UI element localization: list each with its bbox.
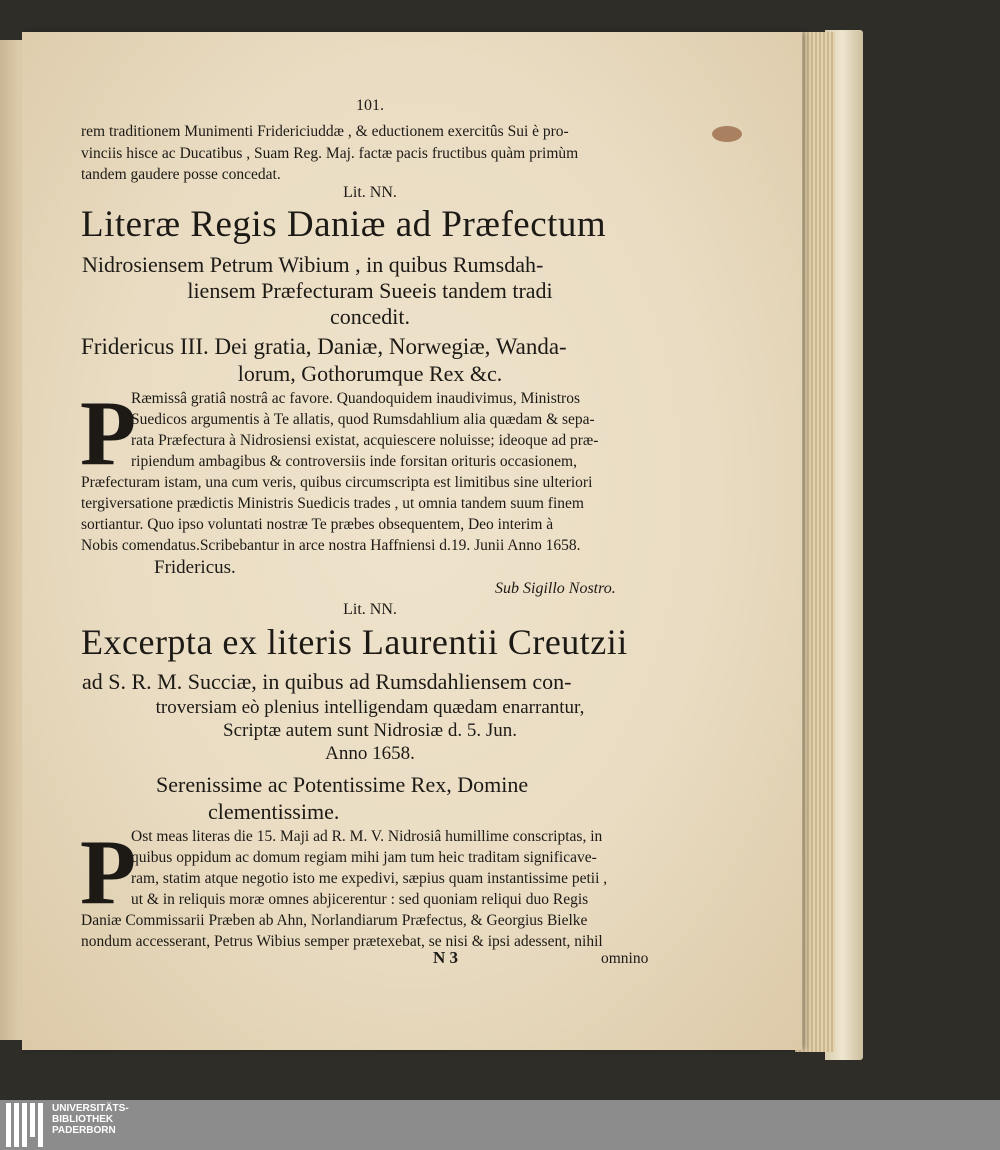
letter-heading-line: Anno 1658.: [325, 743, 415, 764]
body-line: tergiversatione prædictis Ministris Suedicis trades , ut omnia tandem suum finem: [81, 495, 584, 512]
letter-reference: Lit. NN.: [343, 184, 397, 201]
intro-line: vinciis hisce ac Ducatibus , Suam Reg. Maj. factæ pacis fructibus quàm primùm: [81, 145, 579, 162]
body-line: Suedicos argumentis à Te allatis, quod Rumsdahlium alia quædam & sepa-: [131, 411, 595, 428]
signature-mark: N 3: [433, 948, 459, 967]
letter-salutation: clementissime.: [208, 799, 340, 824]
letter-heading-line: Scriptæ autem sunt Nidrosiæ d. 5. Jun.: [223, 720, 517, 741]
body-line: nondum accesserant, Petrus Wibius semper prætexebat, se nisi & ipsi adessent, nihil: [81, 933, 603, 950]
library-name-line: PADERBORN: [52, 1125, 116, 1136]
intro-line: tandem gaudere posse concedat.: [81, 166, 281, 183]
signature: Fridericus.: [154, 557, 236, 578]
page-number: 101.: [356, 97, 384, 114]
library-name-line: UNIVERSITÄTS-: [52, 1103, 129, 1114]
letter-heading-line: troversiam eò plenius intelligendam quædam enarrantur,: [155, 697, 585, 718]
letter-heading-line: ad S. R. M. Succiæ, in quibus ad Rumsdahliensem con-: [82, 669, 572, 694]
letter-heading-line: liensem Præfecturam Sueeis tandem tradi: [187, 278, 553, 303]
letter-heading-line: Nidrosiensem Petrum Wibium , in quibus Rumsdah-: [82, 252, 544, 277]
body-line: ut & in reliquis moræ omnes abjicerentur : sed quoniam reliqui duo Regis: [131, 891, 589, 908]
letter-salutation: Fridericus III. Dei gratia, Daniæ, Norwegiæ, Wanda-: [81, 334, 567, 359]
body-line: Ost meas literas die 15. Maji ad R. M. V. Nidrosiâ humillime conscriptas, in: [131, 828, 603, 845]
body-line: ram, statim atque negotio isto me expedivi, sæpius quam instantissime petii ,: [131, 870, 608, 887]
library-logo-icon: [6, 1103, 44, 1147]
letter-reference: Lit. NN.: [343, 601, 397, 618]
drop-cap: P: [80, 382, 137, 484]
paper-stain: [712, 126, 742, 142]
body-line: Ræmissâ gratiâ nostrâ ac favore. Quandoquidem inaudivimus, Ministros: [131, 390, 580, 407]
body-line: ripiendum ambagibus & controversiis inde forsitan orituris occasionem,: [131, 453, 577, 470]
library-footer-bar: [0, 1100, 1000, 1150]
seal-note: Sub Sigillo Nostro.: [495, 580, 616, 597]
library-name-line: BIBLIOTHEK: [52, 1114, 114, 1125]
body-line: rata Præfectura à Nidrosiensi existat, acquiescere noluisse; ideoque ad præ-: [131, 432, 599, 449]
body-line: sortiantur. Quo ipso voluntati nostræ Te præbes obsequentem, Deo interim à: [81, 516, 554, 533]
body-line: Daniæ Commissarii Præben ab Ahn, Norlandiarum Præfectus, & Georgius Bielke: [81, 912, 588, 929]
catchword: omnino: [601, 950, 649, 967]
drop-cap: P: [80, 821, 137, 923]
letter-salutation: lorum, Gothorumque Rex &c.: [237, 361, 503, 386]
letter-heading-large: Excerpta ex literis Laurentii Creutzii: [81, 622, 628, 662]
letter-heading-line: concedit.: [329, 304, 411, 329]
letter-salutation: Serenissime ac Potentissime Rex, Domine: [156, 772, 529, 797]
body-line: Nobis comendatus.Scribebantur in arce nostra Haffniensi d.19. Junii Anno 1658.: [81, 537, 581, 554]
letter-heading-large: Literæ Regis Daniæ ad Præfectum: [81, 204, 607, 245]
body-line: Præfecturam istam, una cum veris, quibus circumscripta est limitibus sine ulteriori: [81, 474, 593, 491]
intro-line: rem traditionem Munimenti Fridericiuddæ , & eductionem exercitûs Sui è pro-: [81, 123, 569, 140]
body-line: quibus oppidum ac domum regiam mihi jam tum heic traditam significave-: [131, 849, 597, 866]
